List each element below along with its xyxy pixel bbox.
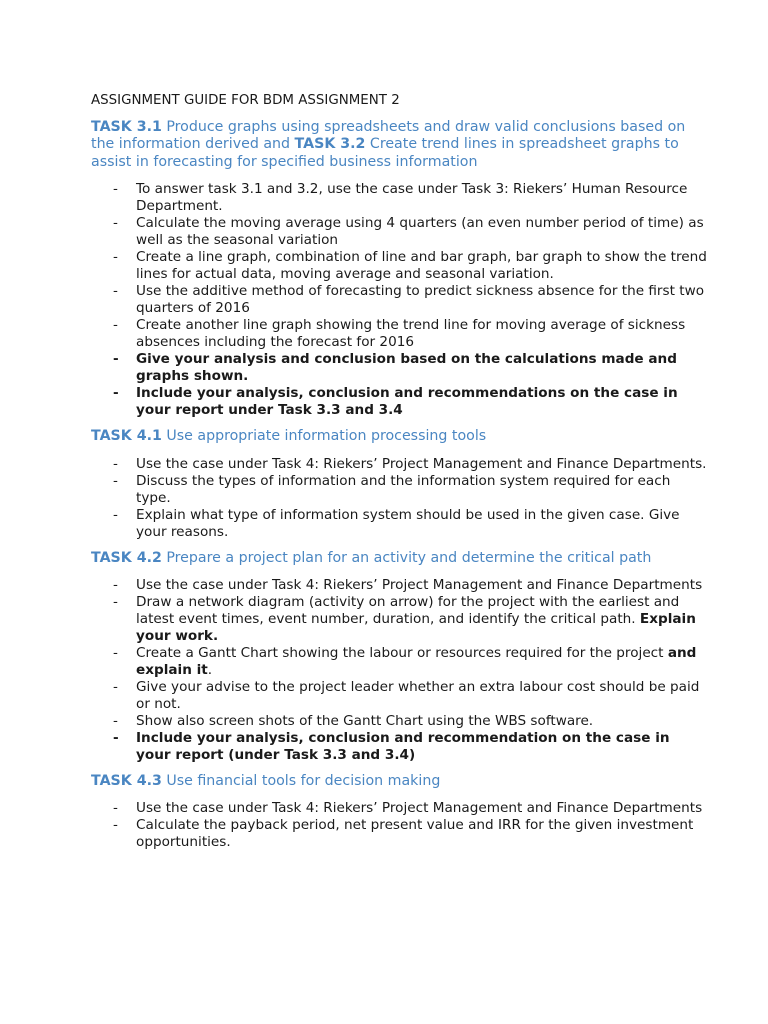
bullet-dash: - (113, 594, 118, 611)
bullet-dash: - (113, 283, 118, 300)
task-3-bullet-list (91, 181, 708, 419)
list-item (91, 645, 708, 679)
bullet-dash: - (113, 317, 118, 334)
task-4-1-heading (91, 428, 708, 445)
list-item (91, 215, 708, 249)
list-item (91, 594, 708, 645)
list-item (91, 249, 708, 283)
list-item-text: Use the additive method of forecasting to predict sickness absence for the first two quarters of 2016 (136, 283, 705, 317)
task-4-1-tag: TASK 4.1 (91, 428, 162, 445)
bullet-dash: - (113, 730, 119, 747)
list-item-text: Include your analysis, conclusion and recommendation on the case in your report (under Task 3.3 and 3.4) (136, 730, 670, 764)
list-item (91, 577, 708, 594)
task-4-2-text: Prepare a project plan for an activity and determine the critical path (166, 549, 652, 566)
list-item (91, 730, 708, 764)
bullet-dash: - (113, 351, 119, 368)
list-item-punctuation: . (207, 662, 213, 679)
list-item-text: Use the case under Task 4: Riekers’ Project Management and Finance Departments. (136, 455, 707, 472)
task-3-2-tag: TASK 3.2 (294, 136, 366, 153)
bullet-dash: - (113, 249, 118, 266)
task-3-1-heading (91, 119, 708, 171)
task-3-2-text: Create trend lines in spreadsheet graphs to assist in forecasting for specified business information (91, 136, 679, 170)
list-item (91, 283, 708, 317)
list-item-text: Give your analysis and conclusion based on the calculations made and graphs shown. (136, 351, 677, 385)
list-item (91, 713, 708, 730)
list-item (91, 385, 708, 419)
bullet-dash: - (113, 817, 118, 834)
list-item-text: Explain what type of information system should be used in the given case. Give your reasons. (136, 506, 680, 540)
bullet-dash: - (113, 506, 118, 523)
list-item-text: Calculate the payback period, net present value and IRR for the given investment opportunities. (136, 817, 694, 851)
bullet-dash: - (113, 215, 118, 232)
document-title: ASSIGNMENT GUIDE FOR BDM ASSIGNMENT 2 (91, 93, 400, 108)
list-item-emphasis: and explain it (136, 645, 697, 679)
bullet-dash: - (113, 800, 118, 817)
task-3-1-tag: TASK 3.1 (91, 119, 162, 135)
list-item-text: Discuss the types of information and the information system required for each type. (136, 472, 671, 506)
bullet-dash: - (113, 385, 119, 402)
list-item-text: Draw a network diagram (activity on arrow) for the project with the earliest and latest event times, event number, duration, and identify the critical path. (136, 594, 680, 628)
list-item-text: To answer task 3.1 and 3.2, use the case under Task 3: Riekers’ Human Resource Department. (136, 181, 688, 215)
task-4-3-heading (91, 773, 708, 790)
list-item (91, 679, 708, 713)
list-item-text: Create another line graph showing the trend line for moving average of sickness absences including the forecast for 2016 (136, 317, 686, 351)
task-4-1-bullet-list (91, 456, 708, 541)
list-item-emphasis: Explain your work. (136, 611, 696, 645)
list-item (91, 351, 708, 385)
task-4-2-heading (91, 550, 708, 567)
task-4-3-tag: TASK 4.3 (91, 773, 162, 790)
task-4-3-bullet-list (91, 800, 708, 851)
list-item-text: Use the case under Task 4: Riekers’ Project Management and Finance Departments (136, 800, 703, 817)
list-item-text: Create a line graph, combination of line and bar graph, bar graph to show the trend lines for actual data, moving average and seasonal variation. (136, 249, 707, 283)
bullet-dash: - (113, 713, 118, 730)
list-item (91, 800, 708, 817)
list-item (91, 817, 708, 851)
list-item (91, 507, 708, 541)
list-item (91, 473, 708, 507)
task-4-1-text: Use appropriate information processing tools (166, 428, 487, 445)
list-item-text: Show also screen shots of the Gantt Chart using the WBS software. (136, 713, 594, 730)
bullet-dash: - (113, 679, 118, 696)
list-item-text: Use the case under Task 4: Riekers’ Project Management and Finance Departments (136, 577, 703, 594)
list-item-text: Create a Gantt Chart showing the labour or resources required for the project (136, 645, 664, 662)
task-4-2-tag: TASK 4.2 (91, 549, 162, 566)
list-item-text: Give your advise to the project leader whether an extra labour cost should be paid or not. (136, 679, 700, 713)
bullet-dash: - (113, 455, 118, 472)
bullet-dash: - (113, 577, 118, 594)
list-item (91, 456, 708, 473)
bullet-dash: - (113, 645, 118, 662)
list-item (91, 317, 708, 351)
task-4-2-bullet-list (91, 577, 708, 764)
list-item-text: Calculate the moving average using 4 quarters (an even number period of time) as well as the seasonal variation (136, 215, 704, 249)
task-4-3-text: Use financial tools for decision making (166, 773, 441, 790)
task-3-1-text: Produce graphs using spreadsheets and draw valid conclusions based on the information derived and (91, 119, 686, 153)
bullet-dash: - (113, 472, 118, 489)
list-item (91, 181, 708, 215)
list-item-text: Include your analysis, conclusion and recommendations on the case in your report under Task 3.3 and 3.4 (136, 385, 678, 419)
bullet-dash: - (113, 181, 118, 198)
